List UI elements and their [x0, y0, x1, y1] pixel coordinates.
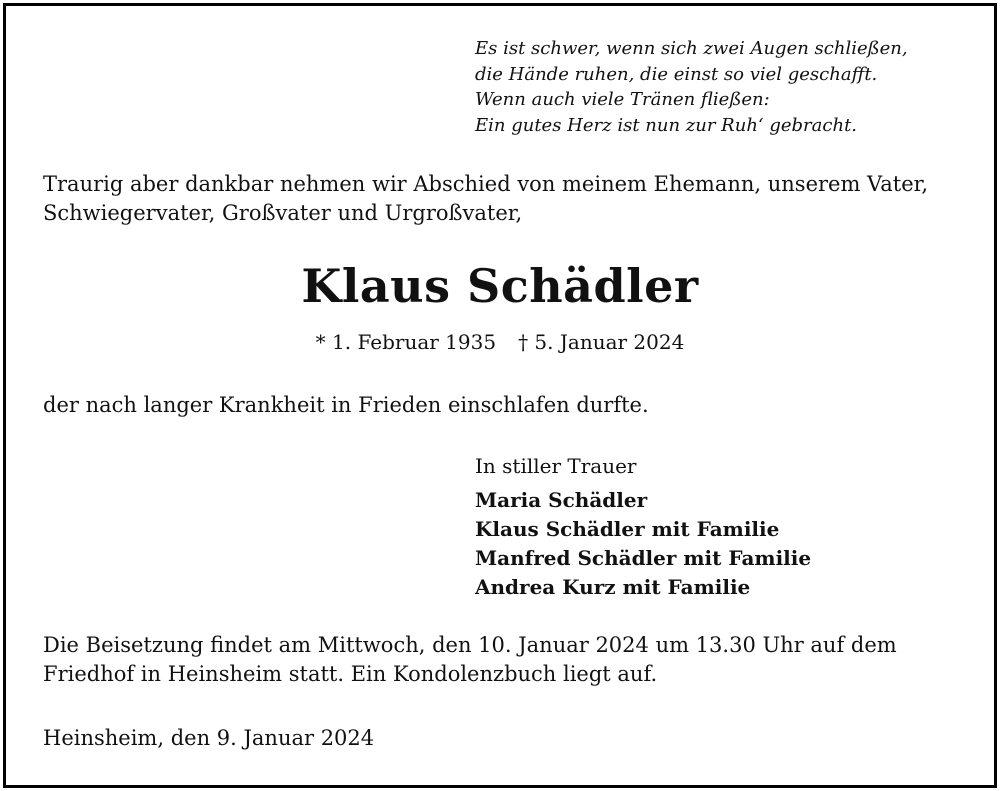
birth-date: * 1. Februar 1935	[315, 330, 497, 354]
poem-line: die Hände ruhen, die einst so viel geschafft.	[475, 63, 878, 85]
deceased-name: Klaus Schädler	[301, 259, 699, 313]
poem	[475, 36, 908, 138]
poem-line: Ein gutes Herz ist nun zur Ruh‘ gebracht.	[475, 114, 858, 136]
passing-text: der nach langer Krankheit in Frieden einschlafen durfte.	[43, 393, 649, 417]
death-date: † 5. Januar 2024	[518, 330, 685, 354]
funeral-info	[43, 631, 943, 689]
funeral-line: Die Beisetzung findet am Mittwoch, den 10. Januar 2024 um 13.30 Uhr auf dem	[43, 633, 897, 657]
intro-line: Traurig aber dankbar nehmen wir Abschied von meinem Ehemann, unserem Vater,	[43, 172, 929, 196]
poem-line: Es ist schwer, wenn sich zwei Augen schließen,	[475, 38, 908, 59]
place-and-date: Heinsheim, den 9. Januar 2024	[43, 726, 375, 750]
mourning-label: In stiller Trauer	[475, 454, 637, 478]
mourner-name: Maria Schädler	[475, 488, 648, 512]
intro-line: Schwiegervater, Großvater und Urgroßvater,	[43, 201, 523, 225]
mourner-name: Klaus Schädler mit Familie	[475, 517, 780, 541]
poem-line: Wenn auch viele Tränen fließen:	[475, 89, 770, 110]
life-dates	[0, 328, 1000, 356]
intro-text	[43, 170, 973, 228]
mourner-name: Andrea Kurz mit Familie	[475, 575, 751, 599]
funeral-line: Friedhof in Heinsheim statt. Ein Kondolenzbuch liegt auf.	[43, 662, 658, 686]
mourners-block	[475, 452, 811, 602]
mourner-name: Manfred Schädler mit Familie	[475, 546, 812, 570]
